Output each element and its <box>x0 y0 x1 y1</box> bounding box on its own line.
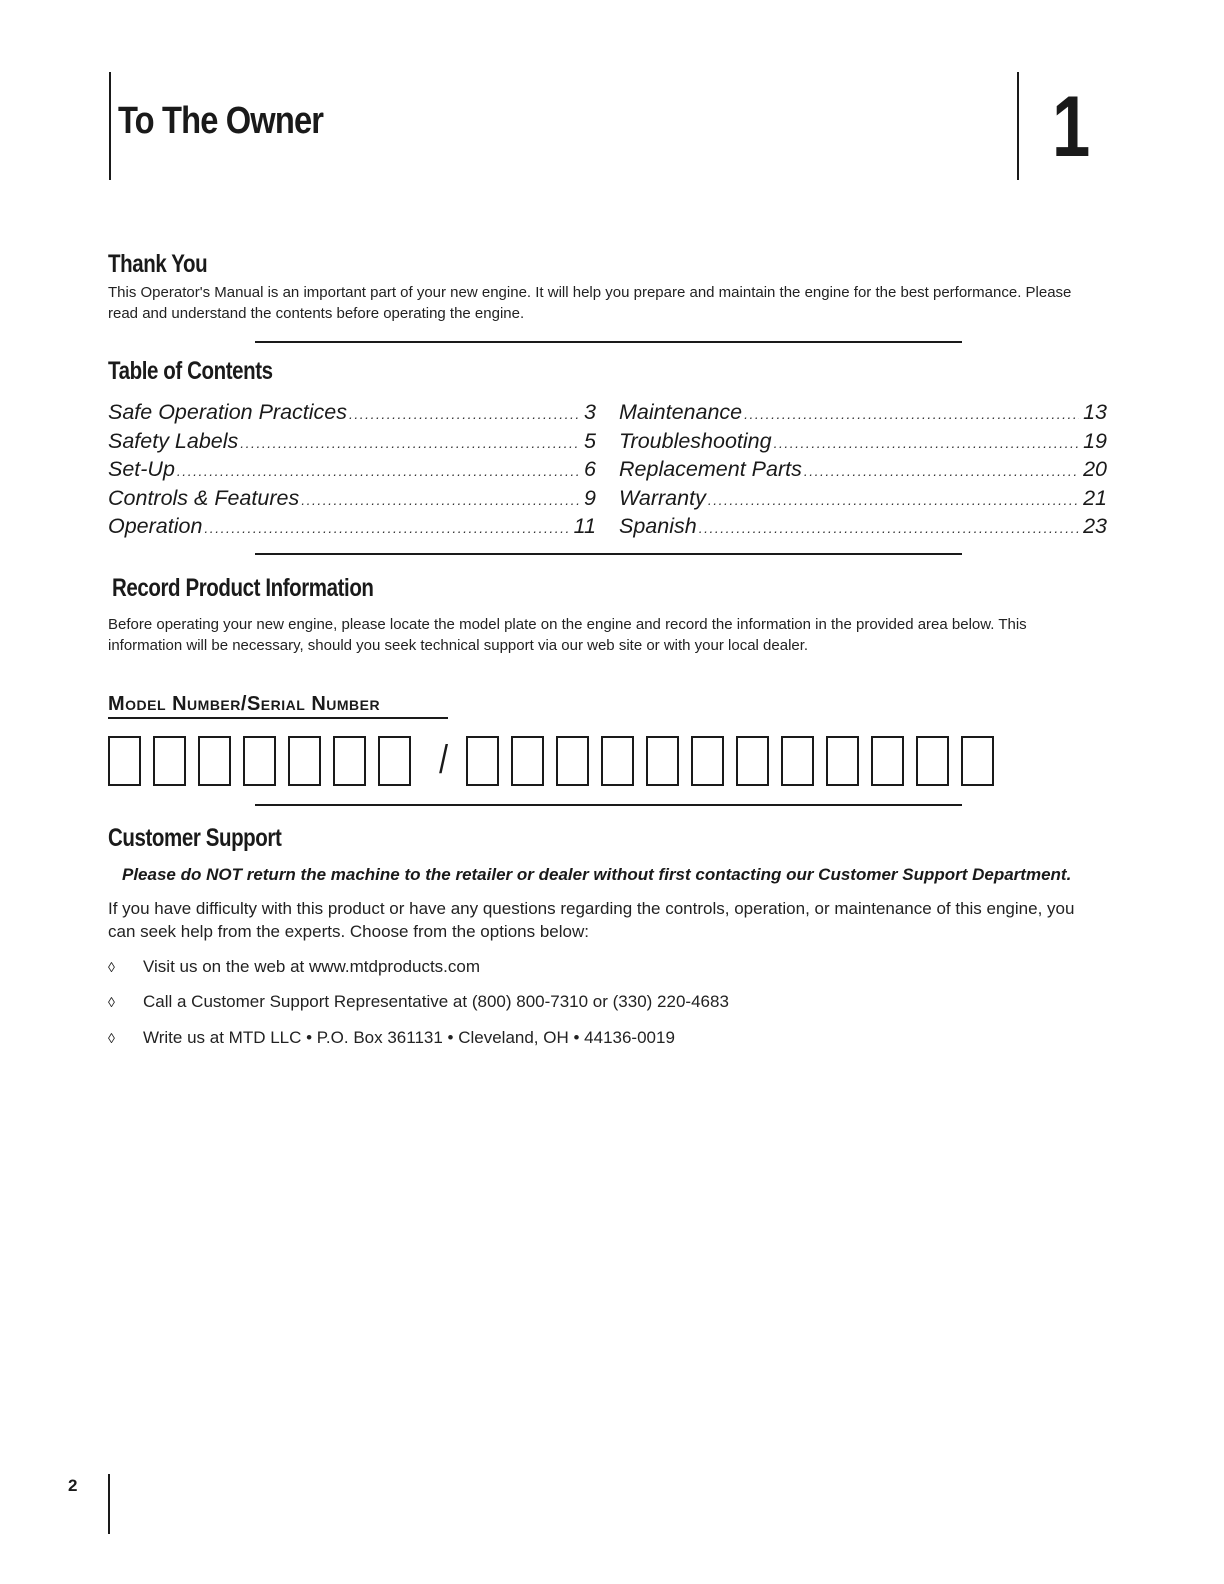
toc-entry-page: 20 <box>1083 457 1107 481</box>
model-number-box[interactable] <box>333 736 366 786</box>
model-number-box[interactable] <box>198 736 231 786</box>
toc-entry[interactable] <box>619 429 1107 458</box>
toc-entry-label: Maintenance <box>619 400 743 424</box>
toc-leader-dots <box>349 406 580 422</box>
toc-leader-dots <box>708 492 1079 508</box>
toc-entry-label: Safety Labels <box>108 428 239 453</box>
toc-entry[interactable] <box>108 429 596 458</box>
toc-leader-dots <box>774 435 1079 451</box>
diamond-bullet-icon: ◊ <box>108 959 115 975</box>
toc-leader-dots <box>699 520 1079 536</box>
toc-leader-dots <box>804 463 1079 479</box>
toc-leader-dots <box>177 463 580 479</box>
footer-rule <box>108 1474 110 1534</box>
diamond-bullet-icon: ◊ <box>108 1030 115 1046</box>
toc-leader-dots <box>744 406 1079 422</box>
title-left-rule <box>109 72 111 180</box>
toc-entry-page: 19 <box>1083 428 1107 453</box>
toc-entry[interactable] <box>108 457 596 486</box>
serial-number-box[interactable] <box>961 736 994 786</box>
toc-right-column <box>619 400 1107 543</box>
toc-entry-page: 6 <box>584 457 596 481</box>
serial-number-box[interactable] <box>466 736 499 786</box>
section-divider <box>255 341 962 343</box>
page-number: 2 <box>68 1476 78 1495</box>
toc-left-column <box>108 400 596 543</box>
toc-entry[interactable] <box>108 514 596 543</box>
toc-entry[interactable] <box>619 400 1107 429</box>
toc-entry-label: Troubleshooting <box>619 428 772 453</box>
support-option-text[interactable]: Visit us on the web at www.mtdproducts.com <box>143 957 481 976</box>
serial-number-box[interactable] <box>511 736 544 786</box>
toc-entry-label: Operation <box>108 514 203 538</box>
toc-entry-label: Replacement Parts <box>619 457 802 481</box>
support-option <box>108 957 480 977</box>
serial-number-box[interactable] <box>601 736 634 786</box>
support-option-text[interactable]: Write us at MTD LLC • P.O. Box 361131 • Cleveland, OH • 44136-0019 <box>143 1028 675 1047</box>
toc-entry-label: Safe Operation Practices <box>108 400 348 424</box>
section-divider <box>255 804 962 806</box>
toc-entry-page: 11 <box>573 514 596 538</box>
chapter-number-rule <box>1017 72 1019 180</box>
model-serial-label: Model Number/Serial Number <box>108 693 381 715</box>
toc-entry-label: Spanish <box>619 514 697 538</box>
serial-number-box[interactable] <box>646 736 679 786</box>
support-option-text[interactable]: Call a Customer Support Representative at (800) 800-7310 or (330) 220-4683 <box>143 992 729 1011</box>
serial-number-box[interactable] <box>556 736 589 786</box>
toc-entry[interactable] <box>108 400 596 429</box>
model-serial-separator: / <box>439 738 449 782</box>
section-divider <box>255 553 962 555</box>
toc-entry-label: Controls & Features <box>108 485 300 510</box>
model-number-box[interactable] <box>288 736 321 786</box>
model-number-box[interactable] <box>243 736 276 786</box>
chapter-number: 1 <box>1052 79 1091 175</box>
diamond-bullet-icon: ◊ <box>108 994 115 1010</box>
toc-entry[interactable] <box>619 486 1107 515</box>
support-notice: Please do NOT return the machine to the retailer or dealer without first contacting our Customer Support Department. <box>122 865 1072 884</box>
support-option <box>108 992 729 1012</box>
toc-leader-dots <box>240 435 580 451</box>
serial-number-box[interactable] <box>916 736 949 786</box>
serial-number-box[interactable] <box>826 736 859 786</box>
serial-number-box[interactable] <box>781 736 814 786</box>
toc-entry[interactable] <box>108 486 596 515</box>
serial-number-box[interactable] <box>736 736 769 786</box>
serial-number-box[interactable] <box>871 736 904 786</box>
model-serial-underline <box>108 717 448 719</box>
toc-entry-label: Set-Up <box>108 457 175 481</box>
toc-entry-label: Warranty <box>619 485 706 510</box>
toc-leader-dots <box>301 492 580 508</box>
toc-entry-page: 5 <box>584 428 596 453</box>
support-intro: If you have difficulty with this product or have any questions regarding the controls, operation, or maintenance of this engine, you can seek help from the experts. Choose from the options below: <box>108 899 1075 941</box>
toc-entry-page: 3 <box>584 400 596 424</box>
toc-heading: Table of Contents <box>108 357 273 385</box>
toc-entry-page: 21 <box>1083 485 1107 510</box>
record-heading: Record Product Information <box>112 574 374 602</box>
chapter-title: To The Owner <box>118 100 324 142</box>
toc-entry[interactable] <box>619 457 1107 486</box>
model-number-box[interactable] <box>378 736 411 786</box>
model-number-box[interactable] <box>153 736 186 786</box>
toc-entry[interactable] <box>619 514 1107 543</box>
record-body: Before operating your new engine, please locate the model plate on the engine and record the information in the provided area below. This information will be necessary, should you seek technical support via our web site or with your local dealer. <box>108 616 1027 654</box>
toc-entry-page: 13 <box>1083 400 1107 424</box>
thank-you-body: This Operator's Manual is an important part of your new engine. It will help you prepare and maintain the engine for the best performance. Please read and understand the contents before operating the engine. <box>108 284 1072 322</box>
toc-leader-dots <box>204 520 569 536</box>
toc-entry-page: 9 <box>584 485 596 510</box>
model-number-box[interactable] <box>108 736 141 786</box>
support-option <box>108 1028 675 1048</box>
serial-number-box[interactable] <box>691 736 724 786</box>
thank-you-heading: Thank You <box>108 250 208 278</box>
customer-support-heading: Customer Support <box>108 824 282 852</box>
toc-entry-page: 23 <box>1083 514 1107 538</box>
